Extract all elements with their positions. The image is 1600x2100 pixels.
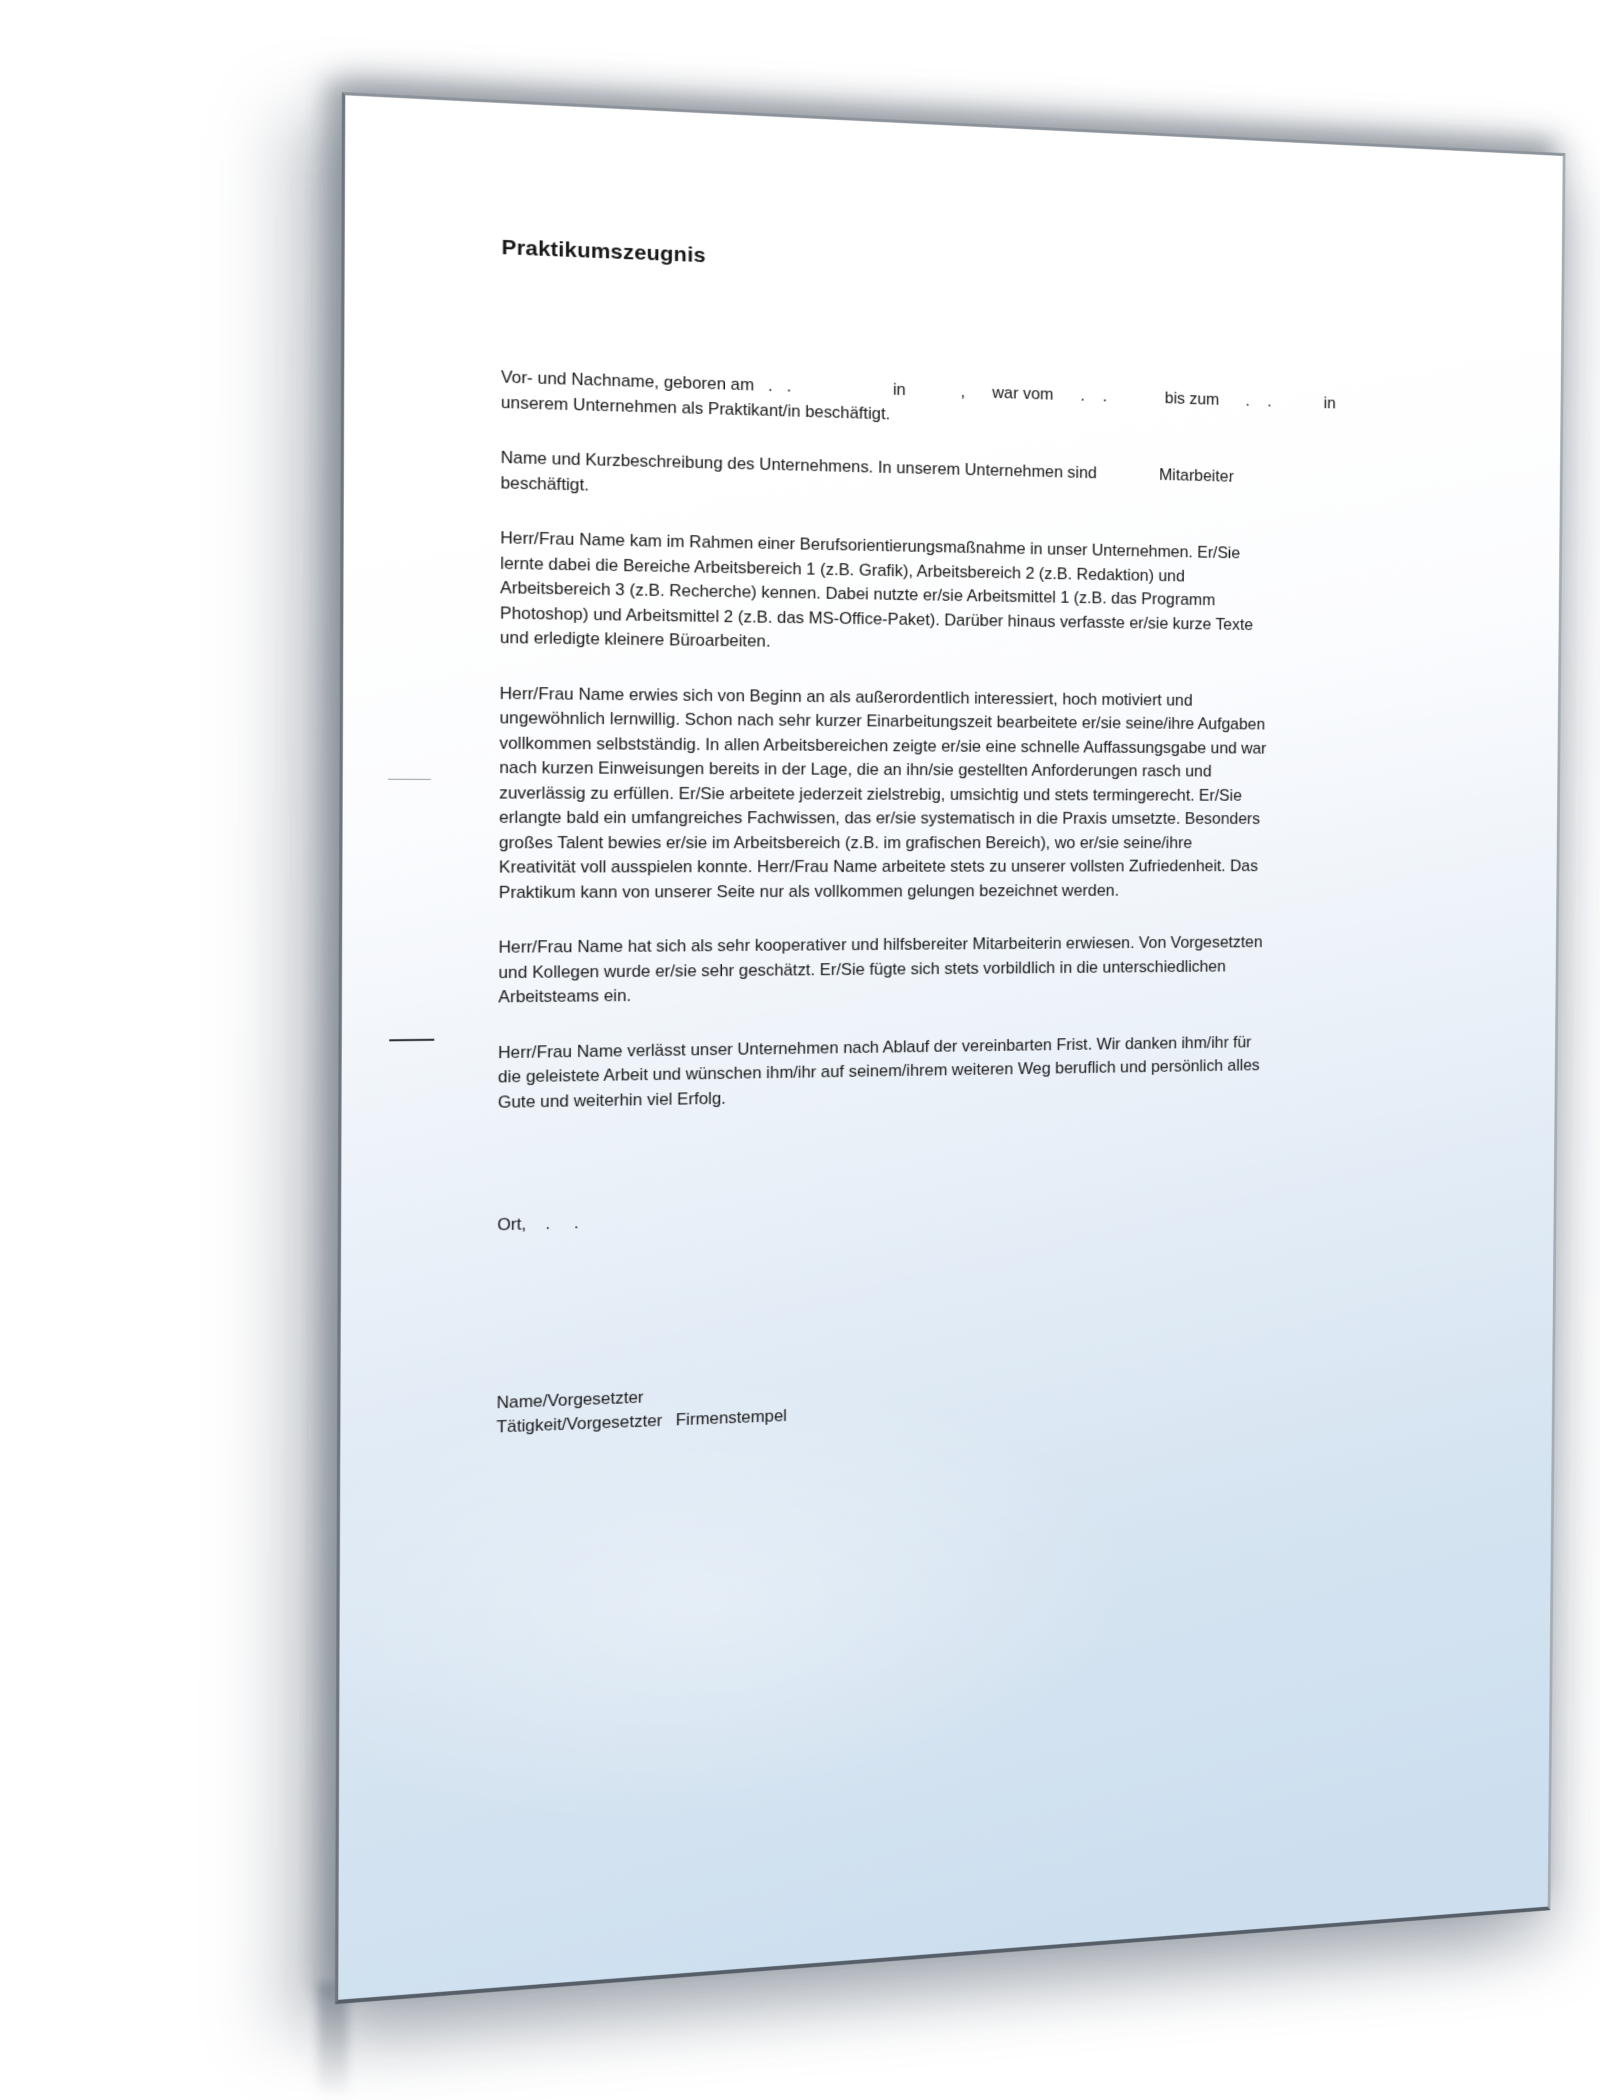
place-date-line: Ort, . . — [497, 1214, 579, 1235]
paragraph-personal-data: Vor- und Nachname, geboren am . . in , war vom . . bis zum . . in unserem Unternehmen als Praktikant/in beschäftigt. — [500, 368, 1336, 423]
letter-page — [335, 92, 1566, 2004]
letter-content — [496, 236, 1502, 1440]
fold-mark-bottom — [389, 1039, 434, 1042]
signature-role-label: Tätigkeit/Vorgesetzter — [496, 1411, 663, 1437]
paragraph-teamwork: Herr/Frau Name hat sich als sehr kooperativer und hilfsbereiter Mitarbeiterin erwiesen. Von Vorgesetzten und Kollegen wurde er/sie sehr geschätzt. Er/Sie fügte sich stets vorbildlich in die unterschiedlichen Arbeitsteams ein. — [498, 933, 1263, 1007]
paragraph-tasks: Herr/Frau Name kam im Rahmen einer Berufsorientierungsmaßnahme in unser Unternehmen. Er/Sie lernte dabei die Bereiche Arbeitsbereich 1 (z.B. Grafik), Arbeitsbereich 2 (z.B. Redaktion) und Arbeitsbereich 3 (z.B. Recherche) kennen. Dabei nutzte er/sie Arbeitsmittel 1 (z.B. das Programm Photoshop) und Arbeitsmittel 2 (z.B. das MS-Office-Paket). Darüber hinaus verfasste er/sie kurze Texte und erledigte kleinere Büroarbeiten. — [499, 529, 1254, 651]
signature-name-line: Name/Vorgesetzter — [496, 1388, 644, 1412]
paragraph-farewell: Herr/Frau Name verlässt unser Unternehmen nach Ablauf der vereinbarten Frist. Wir danken ihm/ihr für die geleistete Arbeit und wünschen ihm/ihr auf seinem/ihrem weiteren Weg beruflich und persönlich alles Gute und weiterhin viel Erfolg. — [497, 1033, 1260, 1112]
document-title: Praktikumszeugnis — [501, 235, 706, 268]
stamp-label: Firmenstempel — [675, 1407, 787, 1430]
paragraph-performance: Herr/Frau Name erwies sich von Beginn an als außerordentlich interessiert, hoch motiviert und ungewöhnlich lernwillig. Schon nach sehr kurzer Einarbeitungszeit bearbeitete er/sie seine/ihre Aufgaben vollkommen selbstständig. In allen Arbeitsbereichen zeigte er/sie eine schnelle Auffassungsgabe und war nach kurzen Einweisungen bereits in der Lage, die an ihn/sie gestellten Anforderungen rasch und zuverlässig zu erfüllen. Er/Sie arbeitete jederzeit zielstrebig, umsichtig und stets termingerecht. Er/Sie erlangte bald ein umfangreiches Fachwissen, das er/sie systematisch in die Praxis umsetzte. Besonders großes Talent bewies er/sie im Arbeitsbereich (z.B. im grafischen Bereich), wo er/sie seine/ihre Kreativität voll ausspielen konnte. Herr/Frau Name arbeitete stets zu unserer vollsten Zufriedenheit. Das Praktikum kann von unserer Seite nur als vollkommen gelungen bezeichnet werden. — [498, 684, 1267, 902]
signature-block — [496, 1354, 1493, 1440]
fold-mark-top — [388, 779, 431, 780]
paragraph-company-description: Name und Kurzbeschreibung des Unternehmens. In unserem Unternehmen sind Mitarbeiter beschäftigt. — [500, 448, 1234, 495]
